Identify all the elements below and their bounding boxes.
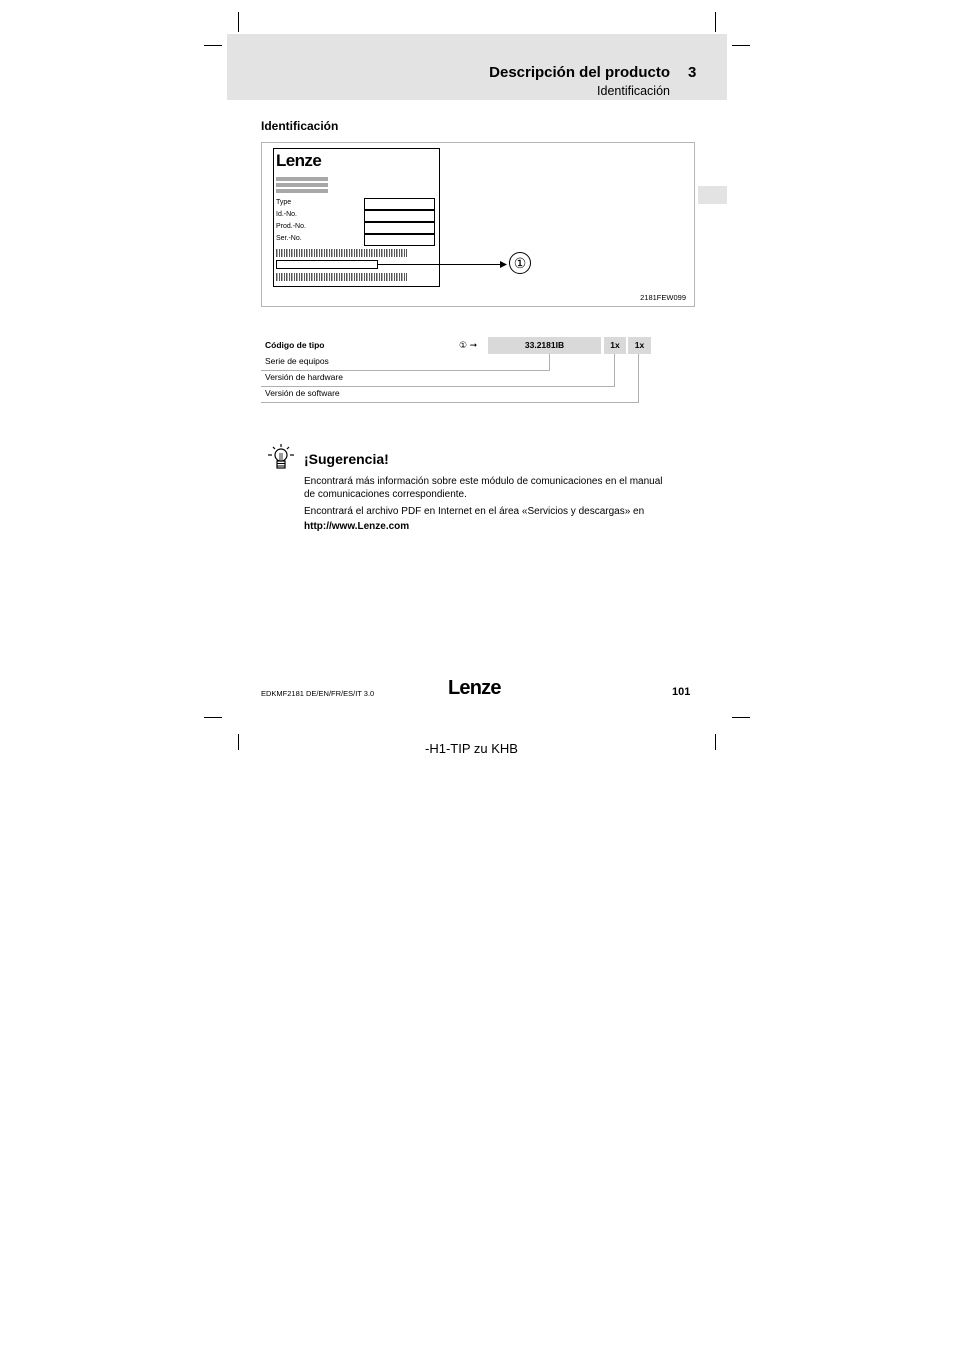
side-tab <box>698 186 727 204</box>
nameplate-text-line <box>276 177 328 181</box>
row-line <box>261 370 550 371</box>
tip-title: ¡Sugerencia! <box>304 451 389 467</box>
crop-mark <box>238 734 239 750</box>
nameplate-label-prod: Prod.-No. <box>276 223 306 230</box>
nameplate-field <box>364 198 435 210</box>
tip-text: Encontrará más información sobre este módulo de comunicaciones en el manual de comunicaciones correspondiente. <box>304 476 663 500</box>
callout-arrow <box>376 259 510 271</box>
document-id: EDKMF2181 DE/EN/FR/ES/IT 3.0 <box>261 689 375 698</box>
chapter-number: 3 <box>688 64 697 81</box>
nameplate-label-type: Type <box>276 199 292 206</box>
type-code-row: Serie de equipos <box>265 356 329 366</box>
crop-mark <box>732 717 750 718</box>
row-line <box>549 354 550 371</box>
barcode <box>276 249 407 257</box>
chapter-subtitle: Identificación <box>597 84 670 98</box>
row-line <box>261 402 639 403</box>
lightbulb-icon <box>265 442 297 472</box>
print-note: -H1-TIP zu KHB <box>425 741 518 756</box>
nameplate-logo: Lenze <box>276 151 322 170</box>
section-title: Identificación <box>261 119 339 133</box>
software-version-box: 1x <box>628 337 651 354</box>
tip-text: Encontrará el archivo PDF en Internet en el área «Servicios y descargas» en <box>304 506 645 517</box>
nameplate-text-line <box>276 189 328 193</box>
crop-mark <box>715 12 716 32</box>
crop-mark <box>715 734 716 750</box>
crop-mark <box>204 717 222 718</box>
callout-number: ① <box>509 252 531 274</box>
type-code-heading: Código de tipo <box>265 340 325 350</box>
crop-mark <box>238 12 239 32</box>
type-code-value: 33.2181IB <box>488 337 601 354</box>
type-code-row: Versión de software <box>265 388 340 398</box>
hardware-version-box: 1x <box>604 337 626 354</box>
type-code-ref: ① ➞ <box>459 340 478 350</box>
lenze-logo: Lenze <box>448 677 501 699</box>
row-line <box>261 386 615 387</box>
type-code-row: Versión de hardware <box>265 372 343 382</box>
nameplate-field <box>364 210 435 222</box>
nameplate-text-line <box>276 183 328 187</box>
chapter-title: Descripción del producto <box>489 64 670 81</box>
barcode <box>276 273 407 281</box>
crop-mark <box>732 45 750 46</box>
figure-reference: 2181FEW099 <box>640 293 686 302</box>
crop-mark <box>204 45 222 46</box>
nameplate-field <box>364 222 435 234</box>
lenze-link[interactable]: http://www.Lenze.com <box>304 521 410 532</box>
type-code-field <box>276 260 378 269</box>
page-number: 101 <box>672 686 691 698</box>
nameplate-label-id: Id.-No. <box>276 211 298 218</box>
nameplate-label-ser: Ser.-No. <box>276 235 302 242</box>
nameplate-field <box>364 234 435 246</box>
row-line <box>638 354 639 403</box>
row-line <box>614 354 615 387</box>
